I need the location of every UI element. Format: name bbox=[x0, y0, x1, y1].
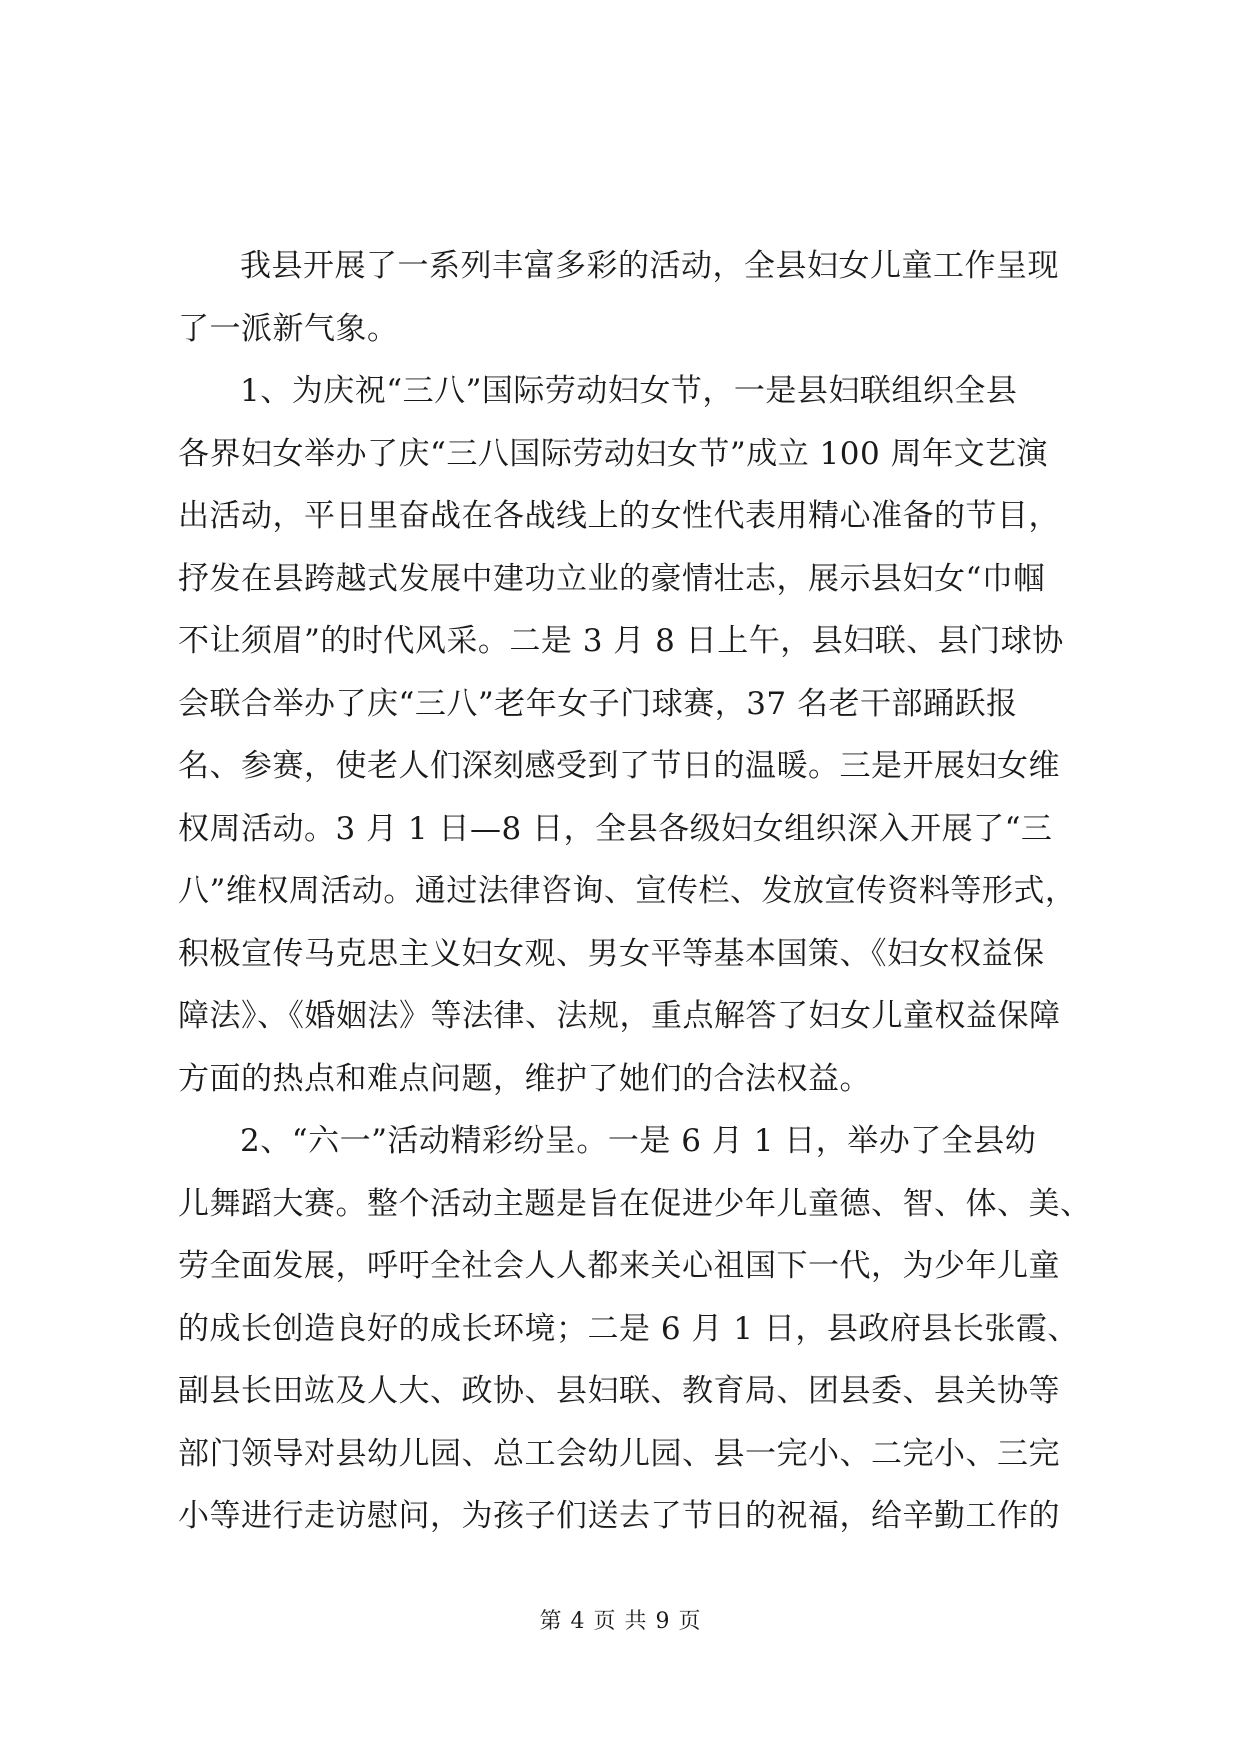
text-line: 1、为庆祝“三八”国际劳动妇女节，一是县妇联组织全县 bbox=[240, 373, 1018, 409]
text-line: 积极宣传马克思主义妇女观、男女平等基本国策、《妇女权益保 bbox=[178, 935, 1045, 972]
text-line: 的成长创造良好的成长环境；二是 6 月 1 日，县政府县长张霞、 bbox=[178, 1310, 1079, 1347]
paragraph-2 bbox=[178, 360, 1078, 1110]
document-body bbox=[178, 235, 1092, 1548]
text-line: 抒发在县跨越式发展中建功立业的豪情壮志，展示县妇女“巾帼 bbox=[178, 560, 1045, 597]
text-line: 2、“六一”活动精彩纷呈。一是 6 月 1 日，举办了全县幼 bbox=[240, 1123, 1037, 1159]
text-line: 不让须眉”的时代风采。二是 3 月 8 日上午，县妇联、县门球协 bbox=[178, 623, 1064, 659]
text-line: 各界妇女举办了庆“三八国际劳动妇女节”成立 100 周年文艺演 bbox=[178, 435, 1049, 472]
page-number: 第 4 页 共 9 页 bbox=[539, 1609, 702, 1634]
text-line: 障法》、《婚姻法》等法律、法规，重点解答了妇女儿童权益保障 bbox=[178, 998, 1061, 1034]
text-line: 部门领导对县幼儿园、总工会幼儿园、县一完小、二完小、三完 bbox=[178, 1435, 1060, 1472]
text-line: 方面的热点和难点问题，维护了她们的合法权益。 bbox=[178, 1060, 871, 1097]
text-line: 会联合举办了庆“三八”老年女子门球赛，37 名老干部踊跃报 bbox=[178, 685, 1018, 722]
text-line: 了一派新气象。 bbox=[178, 310, 399, 347]
text-line: 小等进行走访慰问，为孩子们送去了节日的祝福，给辛勤工作的 bbox=[178, 1498, 1060, 1534]
text-line: 权周活动。3 月 1 日—8 日，全县各级妇女组织深入开展了“三 bbox=[178, 810, 1053, 847]
paragraph-1 bbox=[178, 235, 1078, 360]
paragraph-3 bbox=[178, 1110, 1092, 1548]
text-line: 儿舞蹈大赛。整个活动主题是旨在促进少年儿童德、智、体、美、 bbox=[178, 1185, 1092, 1222]
text-line: 劳全面发展，呼吁全社会人人都来关心祖国下一代，为少年儿童 bbox=[178, 1248, 1060, 1284]
text-line: 八”维权周活动。通过法律咨询、宣传栏、发放宣传资料等形式， bbox=[178, 873, 1077, 909]
text-line: 我县开展了一系列丰富多彩的活动，全县妇女儿童工作呈现 bbox=[240, 248, 1059, 284]
text-line: 出活动，平日里奋战在各战线上的女性代表用精心准备的节目， bbox=[178, 498, 1060, 534]
text-line: 名、参赛，使老人们深刻感受到了节日的温暖。三是开展妇女维 bbox=[178, 748, 1060, 784]
text-line: 副县长田竑及人大、政协、县妇联、教育局、团县委、县关协等 bbox=[178, 1373, 1060, 1409]
